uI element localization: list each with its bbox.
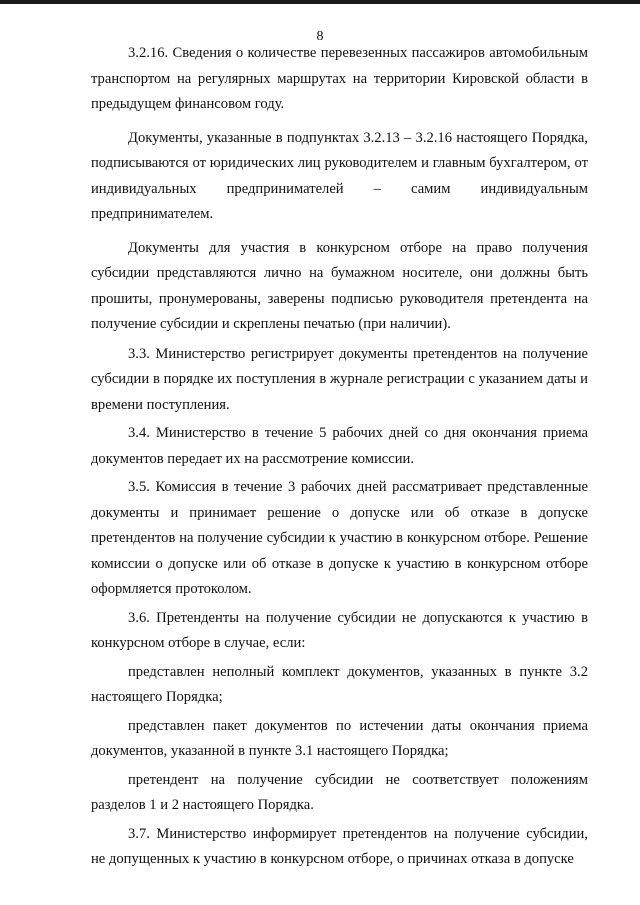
top-border-line xyxy=(0,0,640,4)
page-number: 8 xyxy=(316,29,324,44)
paragraph-3-2-16: 3.2.16. Сведения о количестве перевезенных пассажиров автомобильным транспортом на регулярных маршрутах на территории Кировской области в предыдущем финансовом году. xyxy=(91,45,588,112)
paragraph-signing-documents: Документы, указанные в подпунктах 3.2.13 – 3.2.16 настоящего Порядка, подписываются от юридических лиц руководителем и главным бухгалтером, от индивидуальных предпринимателей – самим индивидуальным предпринимателем. xyxy=(91,129,588,222)
paragraph-submission-requirements: Документы для участия в конкурсном отборе на право получения субсидии представляются лично на бумажном носителе, они должны быть прошиты, пронумерованы, заверены подписью руководителя претендента на получение субсидии и скреплены печатью (при наличии). xyxy=(91,239,588,332)
paragraph-3-6: 3.6. Претенденты на получение субсидии не допускаются к участию в конкурсном отборе в случае, если: xyxy=(91,609,588,651)
paragraph-3-6-item-3: претендент на получение субсидии не соответствует положениям разделов 1 и 2 настоящего Порядка. xyxy=(91,771,588,813)
paragraph-3-6-item-1: представлен неполный комплект документов, указанных в пункте 3.2 настоящего Порядка; xyxy=(91,663,588,705)
paragraph-3-7: 3.7. Министерство информирует претендентов на получение субсидии, не допущенных к участию в конкурсном отборе, о причинах отказа в допуске xyxy=(91,825,588,867)
document-body xyxy=(91,41,588,873)
paragraph-3-3: 3.3. Министерство регистрирует документы претендентов на получение субсидии в порядке их поступления в журнале регистрации с указанием даты и времени поступления. xyxy=(91,345,588,413)
paragraph-3-4: 3.4. Министерство в течение 5 рабочих дней со дня окончания приема документов передает их на рассмотрение комиссии. xyxy=(91,425,588,467)
paragraph-3-6-item-2: представлен пакет документов по истечении даты окончания приема документов, указанной в пункте 3.1 настоящего Порядка; xyxy=(91,717,588,759)
paragraph-3-5: 3.5. Комиссия в течение 3 рабочих дней рассматривает представленные документы и принимает решение о допуске или об отказе в допуске претендентов на получение субсидии к участию в конкурсном отборе. Решение комиссии о допуске или об отказе в допуске к участию в конкурсном отборе оформляется протоколом. xyxy=(91,479,588,597)
